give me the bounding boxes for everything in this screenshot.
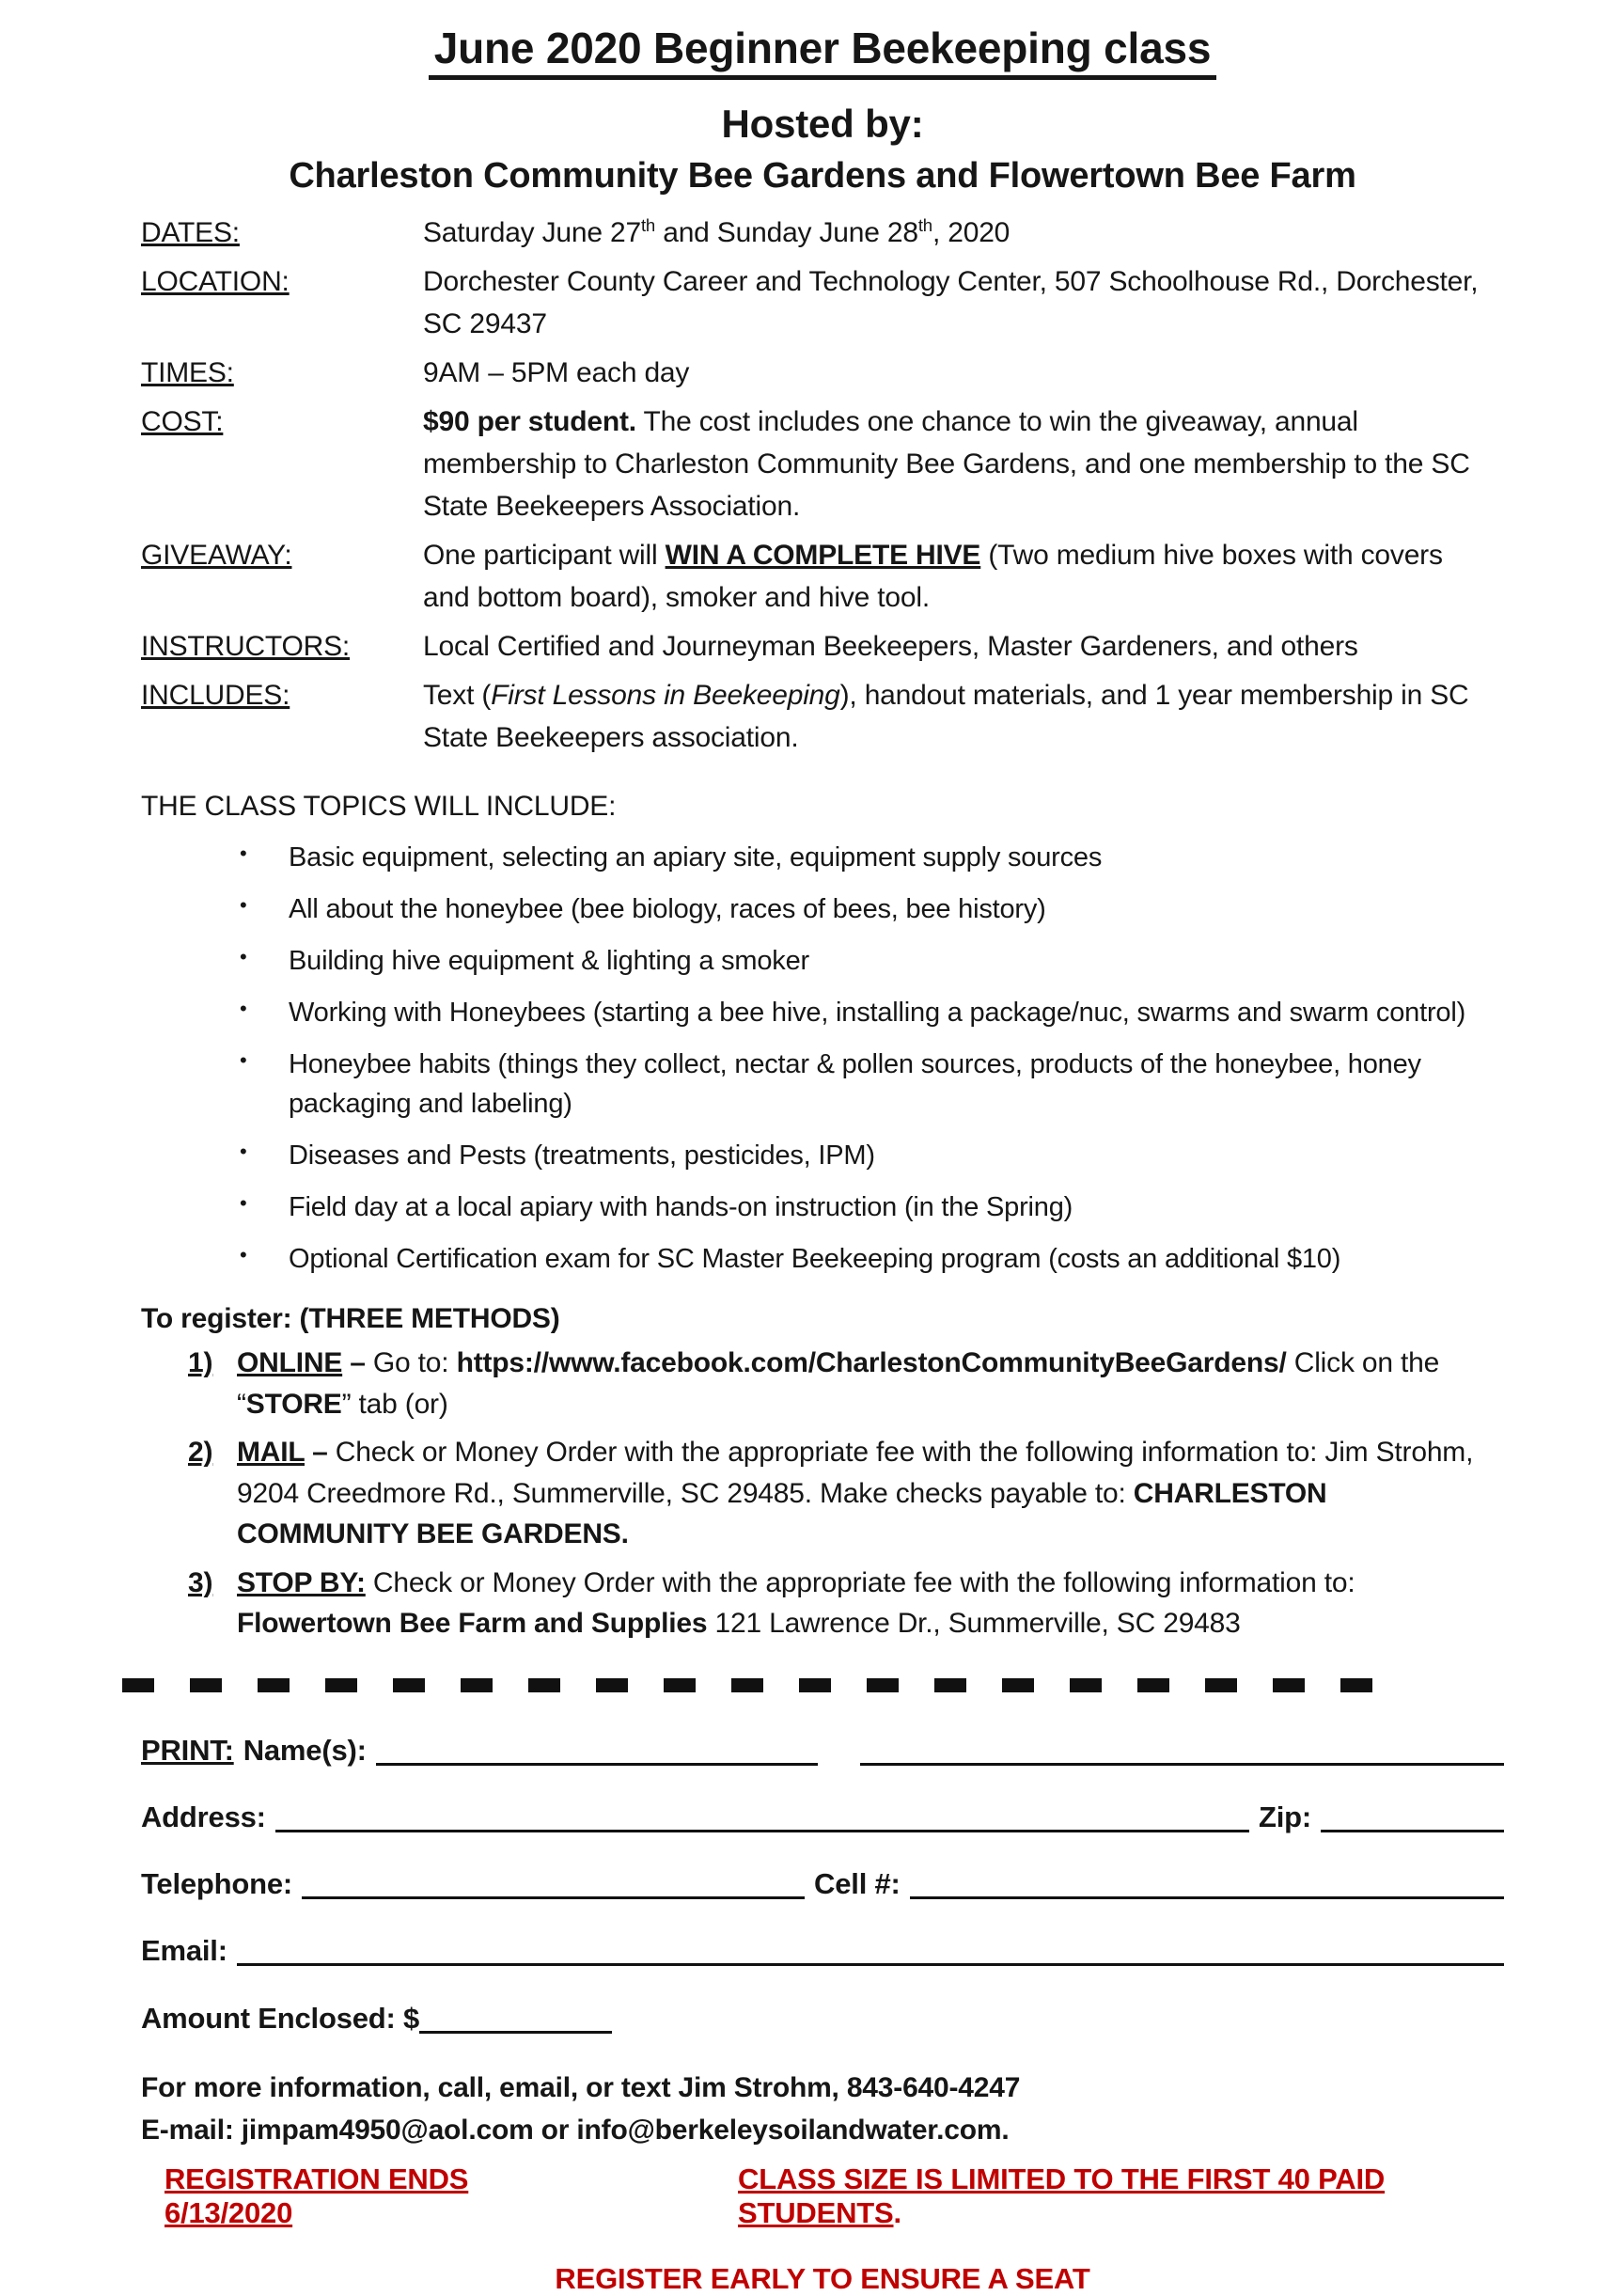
form-row-telephone [141,1865,1504,1903]
register-dash: – [342,1347,373,1378]
includes-label: INCLUDES: [141,679,290,711]
giveaway-part2: (Two medium hive boxes with covers and bottom board), smoker and hive tool. [423,539,1443,613]
location-label: LOCATION: [141,265,290,297]
name-input-line-2[interactable] [860,1759,1504,1766]
amount-input-line[interactable] [419,2027,612,2034]
contact-info-line: For more information, call, email, or text Jim Strohm, 843-640-4247 [141,2071,1021,2103]
register-heading: To register: (THREE METHODS) [141,1303,560,1334]
dates-superscript1: th [640,214,656,235]
form-row-names [141,1732,1504,1769]
class-size-period: . [893,2195,901,2229]
topic-item: • All about the honeybee (bee biology, races of bees, bee history) [141,889,1504,929]
detail-row-times [141,352,1504,394]
detail-row-instructors [141,625,1504,668]
topic-item: • Diseases and Pests (treatments, pesticides, IPM) [141,1136,1504,1175]
register-keyword-stopby: STOP BY: [237,1566,366,1598]
includes-part2: ), handout materials, and 1 year membership in SC State Beekeepers association. [423,679,1469,753]
times-value: 9AM – 5PM each day [423,356,690,388]
footer [141,2067,1504,2296]
contact-email-line: E-mail: jimpam4950@aol.com or info@berkeleysoilandwater.com. [141,2114,1010,2146]
detail-row-dates [141,212,1504,254]
name-input-line-1[interactable] [376,1759,818,1766]
hosted-by-heading: Hosted by: [721,101,924,146]
telephone-label: Telephone: [141,1867,293,1901]
includes-part1: Text ( [423,679,492,711]
dates-part1: Saturday June 27 [423,216,641,248]
detail-row-cost [141,401,1504,527]
topic-item: • Honeybee habits (things they collect, nectar & pollen sources, products of the honeybee, honey packaging and labeling) [141,1045,1504,1124]
cell-label: Cell #: [814,1867,901,1901]
topic-item: • Working with Honeybees (starting a bee hive, installing a package/nuc, swarms and swarm control) [141,993,1504,1032]
register-keyword-online: ONLINE [237,1347,343,1378]
topic-item: • Basic equipment, selecting an apiary site, equipment supply sources [141,838,1504,877]
deadline-row [141,2162,1504,2230]
host-organizations: Charleston Community Bee Gardens and Flowertown Bee Farm [289,155,1356,196]
amount-enclosed-label: Amount Enclosed: $ [141,2001,420,2035]
instructors-label: INSTRUCTORS: [141,630,351,662]
dates-part2: and Sunday June 28 [655,216,918,248]
class-details [141,212,1504,759]
register-text-part1: Check or Money Order with the appropriate fee with the following information to: Jim Strohm, 9204 Creedmore Rd., Summerville, SC 29485. Make checks payable to: [237,1437,1474,1509]
giveaway-part1: One participant will [423,539,666,571]
cost-value [423,401,1504,527]
topics-list [141,838,1504,1279]
telephone-input-line[interactable] [302,1893,805,1899]
print-label: PRINT: [141,1733,234,1767]
detail-row-includes [141,674,1504,759]
register-method-text [237,1343,1504,1424]
topic-item: • Building hive equipment & lighting a smoker [141,941,1504,981]
dates-superscript2: th [917,214,932,235]
register-number: 3) [188,1566,213,1598]
register-keyword-mail: MAIL [237,1437,305,1468]
register-method-text [237,1563,1504,1644]
email-label: Email: [141,1934,227,1968]
zip-label: Zip: [1258,1800,1311,1833]
class-size-limit [738,2162,1504,2230]
email-input-line[interactable] [237,1959,1504,1966]
address-label: Address: [141,1800,266,1833]
register-text-part3: ” tab (or) [341,1388,448,1420]
instructors-value: Local Certified and Journeyman Beekeepers, Master Gardeners, and others [423,630,1358,662]
register-method-text [237,1432,1504,1555]
topics-heading: THE CLASS TOPICS WILL INCLUDE: [141,790,617,822]
registration-form [141,1732,1504,2037]
dates-part3: , 2020 [932,216,1010,248]
facebook-url: https://www.facebook.com/CharlestonCommunityBeeGardens/ [456,1347,1287,1378]
store-tab-name: STORE [245,1388,342,1420]
register-number: 1) [188,1347,213,1378]
page-title: June 2020 Beginner Beekeeping class [429,24,1217,80]
register-text-part3: 121 Lawrence Dr., Summerville, SC 29483 [707,1608,1241,1639]
registration-deadline: REGISTRATION ENDS 6/13/2020 [164,2162,469,2229]
detail-row-giveaway [141,534,1504,619]
topic-item: • Field day at a local apiary with hands-on instruction (in the Spring) [141,1187,1504,1227]
dates-value [423,212,1504,254]
location-value: Dorchester County Career and Technology Center, 507 Schoolhouse Rd., Dorchester, SC 29437 [423,265,1479,339]
register-number: 2) [188,1437,213,1468]
giveaway-label: GIVEAWAY: [141,539,292,571]
times-label: TIMES: [141,356,234,388]
cost-label: COST: [141,405,224,437]
register-text-part1: Go to: [372,1347,457,1378]
register-text-part1: Check or Money Order with the appropriate fee with the following information to: [372,1566,1355,1598]
giveaway-value [423,534,1504,619]
names-label: Name(s): [243,1733,367,1767]
giveaway-prize: WIN A COMPLETE HIVE [665,539,981,571]
form-row-address [141,1799,1504,1836]
includes-value [423,674,1504,759]
store-location-name: Flowertown Bee Farm and Supplies [237,1608,708,1639]
dashed-separator [122,1678,1386,1692]
header [141,24,1504,197]
form-row-amount [141,2000,1504,2037]
register-text-part2: Click on the “ [237,1347,1440,1420]
form-row-email [141,1932,1504,1970]
address-input-line[interactable] [275,1826,1249,1832]
detail-row-location [141,260,1504,345]
register-text-part3: . [620,1518,629,1549]
register-method-mail [141,1432,1504,1555]
dates-label: DATES: [141,216,240,248]
register-early-notice: REGISTER EARLY TO ENSURE A SEAT [555,2261,1090,2295]
register-method-online [141,1343,1504,1424]
zip-input-line[interactable] [1321,1826,1504,1832]
topic-item: • Optional Certification exam for SC Master Beekeeping program (costs an additional $10) [141,1239,1504,1279]
cost-description: The cost includes one chance to win the giveaway, annual membership to Charleston Community Bee Gardens, and one membership to the SC State Beekeepers Association. [423,405,1470,522]
cost-amount: $90 per student. [423,405,636,437]
cell-input-line[interactable] [910,1893,1504,1899]
register-dash: – [304,1437,336,1468]
register-section [141,1303,1504,1644]
register-dash [366,1567,373,1598]
payee-name: CHARLESTON COMMUNITY BEE GARDENS [237,1477,1327,1549]
register-method-stopby [141,1563,1504,1644]
includes-book-title: First Lessons in Beekeeping [491,679,840,711]
class-size-text: CLASS SIZE IS LIMITED TO THE FIRST 40 PAID STUDENTS [738,2162,1386,2229]
